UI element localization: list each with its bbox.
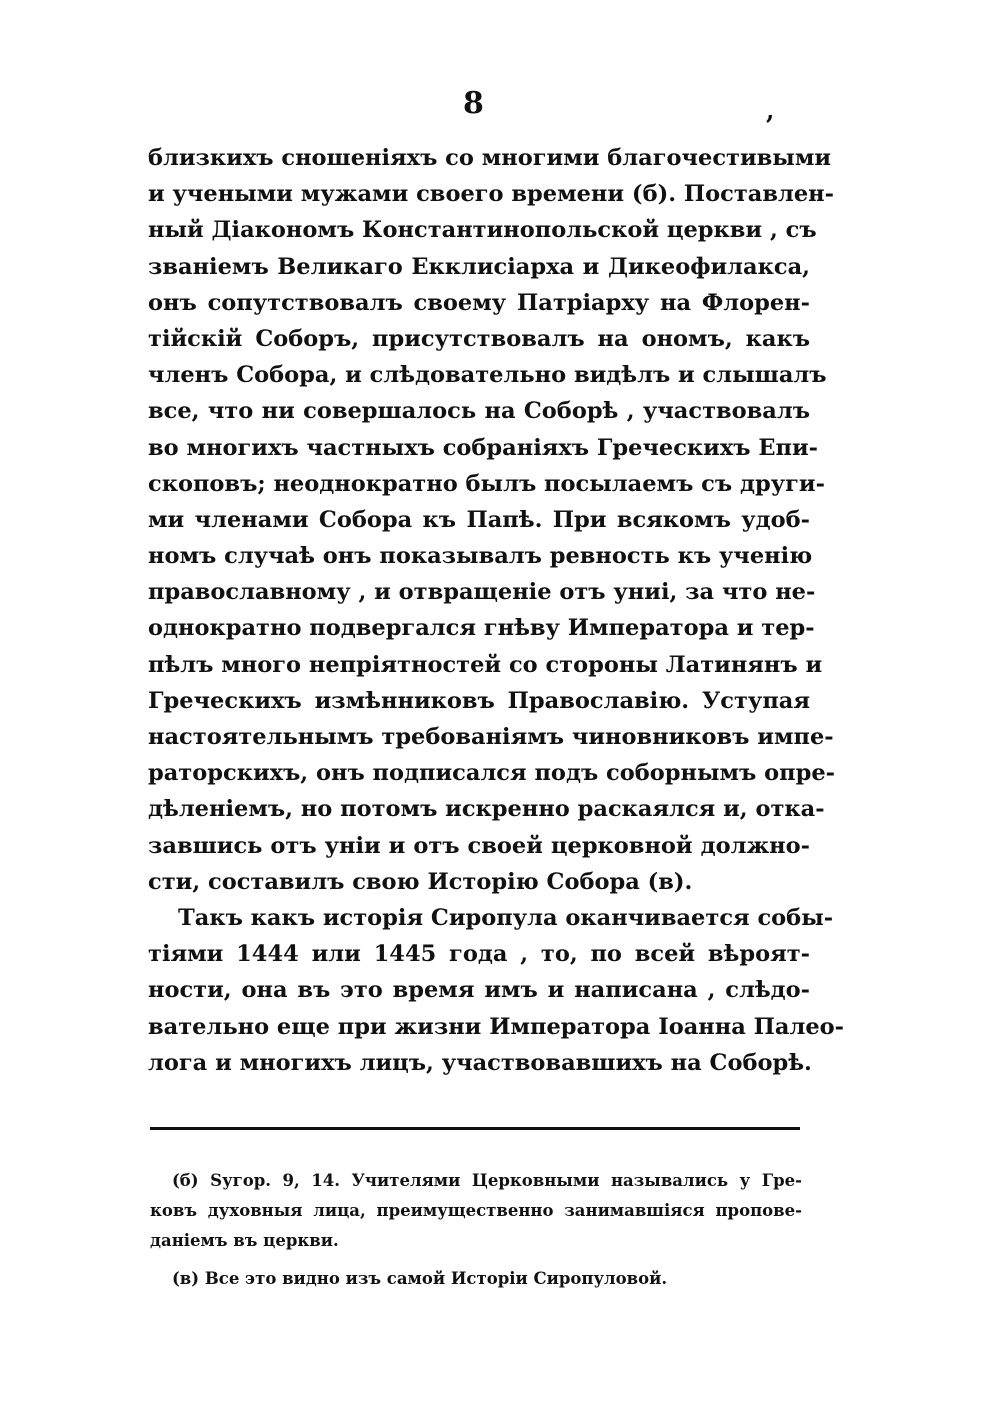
footnote-divider	[150, 1127, 800, 1130]
text-line: настоятельнымъ требованіямъ чиновниковъ импе-	[148, 724, 834, 750]
paragraph-start-line: Такъ какъ исторія Сиропула оканчивается собы-	[178, 904, 834, 931]
text-line: и учеными мужами своего времени (б). Поставлен-	[148, 181, 834, 208]
text-line: ми членами Собора къ Папѣ. При всякомъ удоб-	[148, 506, 810, 533]
text-line: дѣленіемъ, но потомъ искренно раскаялся и, отка-	[148, 796, 825, 823]
text-line: ный Діакономъ Константинопольской церкви , съ	[148, 217, 817, 244]
body-text	[148, 140, 845, 1081]
text-line: сти, составилъ свою Исторію Собора (в).	[148, 868, 693, 895]
text-line: званіемъ Великаго Екклисіарха и Дикеофилакса,	[148, 253, 810, 280]
text-line: членъ Собора, и слѣдовательно видѣлъ и слышалъ	[148, 362, 827, 389]
text-line: православному , и отвращеніе отъ униі, за что не-	[148, 579, 816, 606]
text-line: пѣлъ много непріятностей со стороны Латинянъ и	[148, 651, 823, 678]
footnote-b-line: ковъ духовныя лица, преимущественно занимавшіяся пропове-	[150, 1201, 802, 1220]
text-line: во многихъ частныхъ собраніяхъ Греческихъ Епи-	[148, 434, 819, 461]
text-line: завшись отъ уніи и отъ своей церковной должно-	[148, 832, 810, 859]
text-line: все, что ни совершалось на Соборѣ , участвовалъ	[148, 398, 810, 425]
text-line: номъ случаѣ онъ показывалъ ревность къ ученію	[148, 543, 813, 570]
footnote-v-line: (в) Все это видно изъ самой Исторіи Сиропуловой.	[172, 1269, 668, 1288]
text-line: скоповъ; неоднократно былъ посылаемъ съ други-	[148, 470, 825, 497]
stray-mark: ,	[766, 96, 775, 125]
footnote-b-line: (б) Sугор. 9, 14. Учителями Церковными назывались у Гре-	[172, 1171, 802, 1190]
text-line: раторскихъ, онъ подписался подъ соборнымъ опре-	[148, 760, 836, 787]
text-line: тійскій Соборъ, присутствовалъ на ономъ, какъ	[148, 325, 810, 352]
page-number: 8	[463, 86, 484, 121]
text-line: онъ сопутствовалъ своему Патріарху на Флорен-	[148, 289, 810, 316]
footnotes	[150, 1166, 802, 1294]
text-line: однократно подвергался гнѣву Императора и тер-	[148, 615, 815, 642]
text-line: тіями 1444 или 1445 года , то, по всей вѣроят-	[148, 941, 810, 968]
text-line: ности, она въ это время имъ и написана , слѣдо-	[148, 977, 810, 1004]
text-line: близкихъ сношеніяхъ со многими благочестивыми	[148, 145, 832, 171]
text-line: Греческихъ измѣнниковъ Православію. Уступая	[148, 687, 810, 714]
text-line: лога и многихъ лицъ, участвовавшихъ на Соборѣ.	[148, 1049, 812, 1076]
text-line: вательно еще при жизни Императора Іоанна Палео-	[148, 1013, 845, 1040]
footnote-b-line: даніемъ въ церкви.	[150, 1231, 339, 1250]
